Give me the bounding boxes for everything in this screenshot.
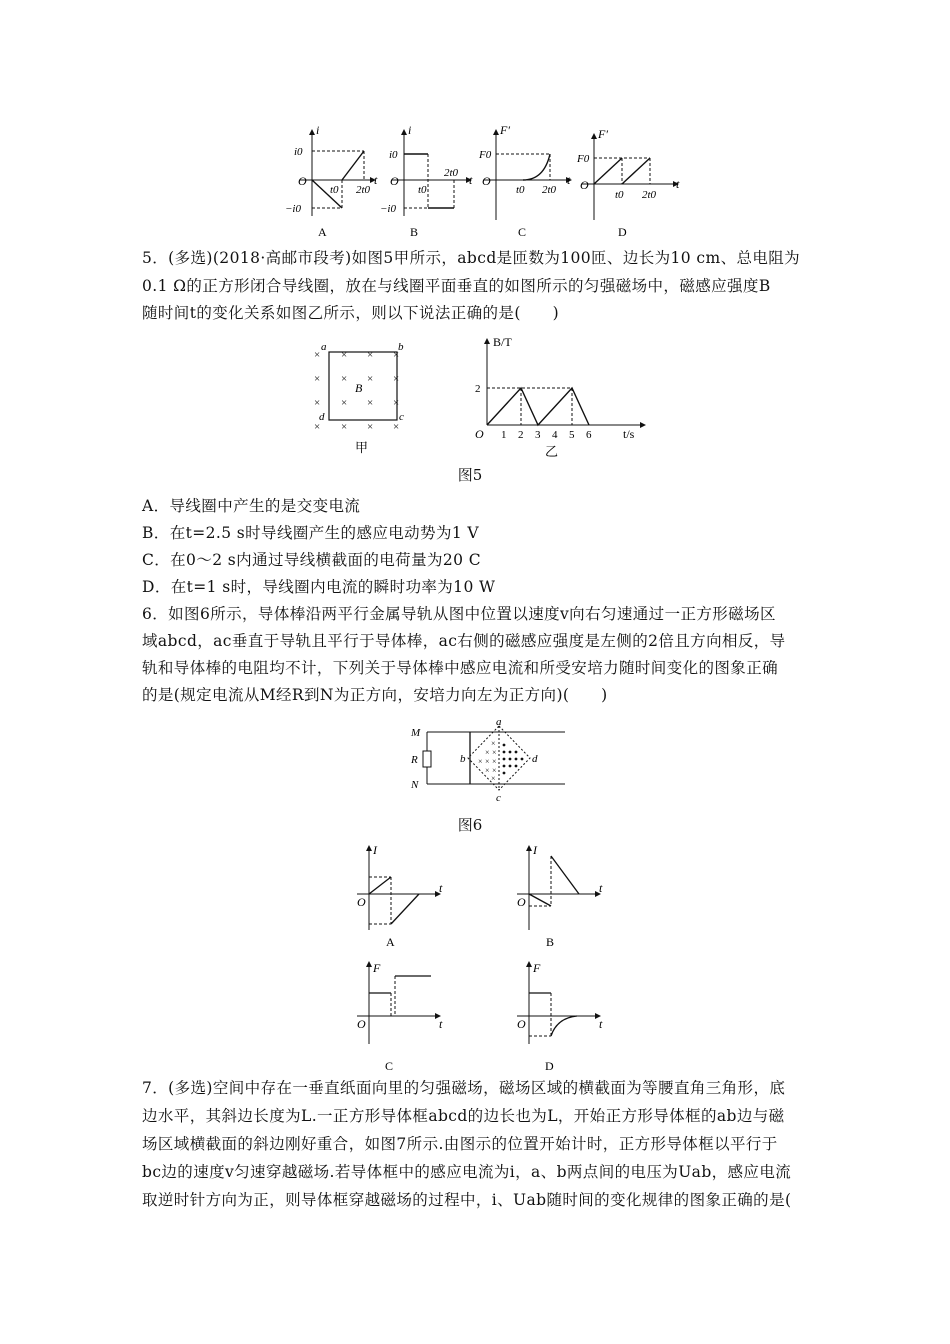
- fig6-label-b: b: [460, 753, 466, 765]
- svg-text:×: ×: [492, 748, 497, 757]
- q4-c-yvar: F′: [500, 123, 510, 137]
- q4-a-tick-x0: t0: [330, 184, 339, 196]
- q6-b-label: B: [546, 935, 555, 949]
- q4-b-tick-x0: t0: [418, 184, 427, 196]
- fig6-label-d: d: [532, 753, 538, 765]
- svg-text:×: ×: [393, 421, 400, 433]
- q7-line-3: 场区域横截面的斜边刚好重合，如图7所示.由图示的位置开始计时，正方形导体框以平行于: [142, 1135, 778, 1153]
- q4-b-tick-y0: i0: [389, 149, 398, 161]
- q4-b-yvar: i: [408, 123, 412, 137]
- chart-xtick-6: 6: [586, 429, 592, 441]
- fig5-jia-svg: [305, 340, 420, 455]
- chart-xtick-1: 1: [501, 429, 507, 441]
- fig5-corner-c: c: [399, 411, 404, 423]
- q6-line-2: 域abcd，ac垂直于导轨且平行于导体棒，ac右侧的磁感应强度是左侧的2倍且方向相反，导: [142, 632, 786, 650]
- svg-text:×: ×: [485, 757, 490, 766]
- svg-text:×: ×: [492, 757, 497, 766]
- svg-text:×: ×: [367, 421, 374, 433]
- fig6-label-r: R: [411, 754, 418, 766]
- svg-text:×: ×: [393, 373, 400, 385]
- q6-c-label: C: [385, 1059, 394, 1073]
- q4-a-tick-x1: 2t0: [356, 184, 371, 196]
- q4-d-origin: O: [580, 178, 589, 192]
- q4-a-tick-y0: i0: [294, 146, 303, 158]
- q5-option-c: C．在0～2 s内通过导线横截面的电荷量为20 C: [142, 551, 481, 569]
- svg-text:×: ×: [341, 373, 348, 385]
- q6-c-yvar: F: [373, 961, 381, 975]
- fig6-label-c: c: [496, 792, 501, 803]
- svg-text:×: ×: [485, 766, 490, 775]
- q4-option-graphs: [280, 120, 680, 240]
- q6-option-c: [345, 958, 455, 1073]
- q4-a-tick-y1: −i0: [285, 203, 301, 215]
- chart-origin: O: [475, 427, 484, 441]
- q4-panel-a: [285, 123, 378, 239]
- q4-b-label: B: [410, 225, 419, 239]
- q7-line-1: 7．(多选)空间中存在一垂直纸面向里的匀强磁场，磁场区域的横截面为等腰直角三角形，底: [142, 1079, 786, 1097]
- q7-line-4: bc边的速度v匀速穿越磁场.若导体框中的感应电流为i，a、b两点间的电压为Uab，感应电流: [142, 1163, 792, 1181]
- svg-text:×: ×: [478, 757, 483, 766]
- chart-ytick-2: 2: [475, 383, 481, 395]
- fig6-svg: [405, 718, 575, 803]
- q6-a-yvar: I: [373, 843, 377, 857]
- q6-a-origin: O: [357, 895, 366, 909]
- q6-b-yvar: I: [533, 843, 537, 857]
- fig5-yi: [465, 335, 655, 460]
- chart-caption: 乙: [545, 444, 559, 459]
- q5-line-1: 5．(多选)(2018·高邮市段考)如图5甲所示，abcd是匝数为100匝、边长为10 cm、总电阻为: [142, 249, 801, 267]
- q6-d-xvar: t: [599, 1017, 603, 1031]
- svg-text:×: ×: [367, 349, 374, 361]
- q4-c-tick-x1: 2t0: [542, 184, 557, 196]
- q4-c-tick-y0: F0: [479, 149, 492, 161]
- svg-text:×: ×: [314, 397, 321, 409]
- svg-text:×: ×: [341, 421, 348, 433]
- q6-line-3: 轨和导体棒的电阻均不计，下列关于导体棒中感应电流和所受安培力随时间变化的图象正确: [142, 659, 779, 677]
- svg-text:×: ×: [341, 397, 348, 409]
- chart-series-line: [487, 388, 589, 425]
- q6-b-svg: [505, 842, 615, 952]
- q5-option-d: D．在t=1 s时，导线圈内电流的瞬时功率为10 W: [142, 578, 496, 596]
- svg-text:×: ×: [491, 739, 496, 748]
- svg-text:×: ×: [485, 748, 490, 757]
- q7-line-5: 取逆时针方向为正，则导体框穿越磁场的过程中，i、Uab随时间的变化规律的图象正确的是(: [142, 1191, 792, 1209]
- q6-c-xvar: t: [439, 1017, 443, 1031]
- fig5-corner-d: d: [319, 411, 325, 423]
- fig5-yi-chart: [465, 335, 655, 460]
- q5-option-b: B．在t=2.5 s时导线圈产生的感应电动势为1 V: [142, 524, 480, 542]
- q4-b-tick-y1: −i0: [380, 203, 396, 215]
- q5-line-3: 随时间t的变化关系如图乙所示，则以下说法正确的是( ): [142, 304, 560, 322]
- svg-text:×: ×: [341, 349, 348, 361]
- q4-d-xvar: t: [676, 177, 680, 191]
- q4-panel-b: [380, 123, 473, 239]
- q6-d-origin: O: [517, 1017, 526, 1031]
- fig6-label-m: M: [411, 727, 421, 739]
- fig6-circuit: [405, 718, 575, 803]
- q4-a-label: A: [318, 225, 327, 239]
- fig5-jia-caption: 甲: [355, 440, 369, 455]
- q4-d-label: D: [618, 225, 627, 239]
- chart-xtick-5: 5: [569, 429, 575, 441]
- q4-c-xvar: t: [567, 173, 571, 187]
- svg-text:×: ×: [314, 373, 321, 385]
- fig5-corner-a: a: [321, 341, 327, 353]
- q6-option-a: [345, 842, 455, 952]
- q6-b-origin: O: [517, 895, 526, 909]
- q6-d-svg: [505, 958, 615, 1073]
- svg-text:×: ×: [393, 397, 400, 409]
- q4-panel-c: [478, 123, 571, 239]
- q4-c-origin: O: [482, 174, 491, 188]
- q4-graphs-svg: [280, 120, 680, 240]
- q4-d-tick-y0: F0: [577, 153, 590, 165]
- q5-option-a: A．导线圈中产生的是交变电流: [142, 497, 361, 515]
- q6-d-yvar: F: [533, 961, 541, 975]
- q4-c-tick-x0: t0: [516, 184, 525, 196]
- fig5-caption: 图5: [457, 466, 483, 484]
- q6-c-origin: O: [357, 1017, 366, 1031]
- svg-text:×: ×: [314, 349, 321, 361]
- q6-line-4: 的是(规定电流从M经R到N为正方向，安培力向左为正方向)( ): [142, 686, 608, 704]
- fig6-caption: 图6: [457, 816, 483, 834]
- chart-xtick-2: 2: [518, 429, 524, 441]
- q6-c-svg: [345, 958, 455, 1073]
- q6-a-xvar: t: [439, 881, 443, 895]
- q6-d-label: D: [545, 1059, 554, 1073]
- q6-b-xvar: t: [599, 881, 603, 895]
- q4-d-tick-x0: t0: [615, 189, 624, 201]
- q4-d-tick-x1: 2t0: [642, 189, 657, 201]
- fig6-label-n: N: [411, 779, 419, 791]
- q6-a-label: A: [386, 935, 395, 949]
- svg-text:×: ×: [491, 774, 496, 783]
- svg-text:×: ×: [367, 397, 374, 409]
- chart-xtick-4: 4: [552, 429, 558, 441]
- q6-line-1: 6．如图6所示，导体棒沿两平行金属导轨从图中位置以速度v向右匀速通过一正方形磁场区: [142, 605, 776, 623]
- fig6-label-a: a: [496, 718, 502, 728]
- q4-d-yvar: F′: [598, 127, 608, 141]
- svg-text:×: ×: [492, 766, 497, 775]
- q4-c-label: C: [518, 225, 527, 239]
- fig5-jia: [305, 340, 420, 455]
- q6-option-b: [505, 842, 615, 952]
- svg-text:×: ×: [393, 349, 400, 361]
- q5-line-2: 0.1 Ω的正方形闭合导线圈，放在与线圈平面垂直的如图所示的匀强磁场中，磁感应强度B: [142, 277, 771, 295]
- q4-panel-d: [576, 127, 680, 239]
- fig5-corner-b: b: [398, 341, 404, 353]
- chart-xlabel: t/s: [623, 427, 635, 441]
- q7-line-2: 边水平，其斜边长度为L.一正方形导体框abcd的边长也为L，开始正方形导体框的ab边与磁: [142, 1107, 785, 1125]
- svg-text:×: ×: [314, 421, 321, 433]
- q4-b-origin: O: [390, 174, 399, 188]
- q4-a-yvar: i: [316, 123, 320, 137]
- q4-b-xvar: t: [469, 173, 473, 187]
- chart-xtick-3: 3: [535, 429, 541, 441]
- svg-text:×: ×: [367, 373, 374, 385]
- fig5-field-label: B: [355, 381, 363, 395]
- q6-option-d: [505, 958, 615, 1073]
- chart-ylabel: B/T: [493, 335, 512, 349]
- q4-a-xvar: t: [374, 173, 378, 187]
- q4-a-origin: O: [298, 174, 307, 188]
- q6-a-svg: [345, 842, 455, 952]
- q4-b-tick-x1: 2t0: [444, 167, 459, 179]
